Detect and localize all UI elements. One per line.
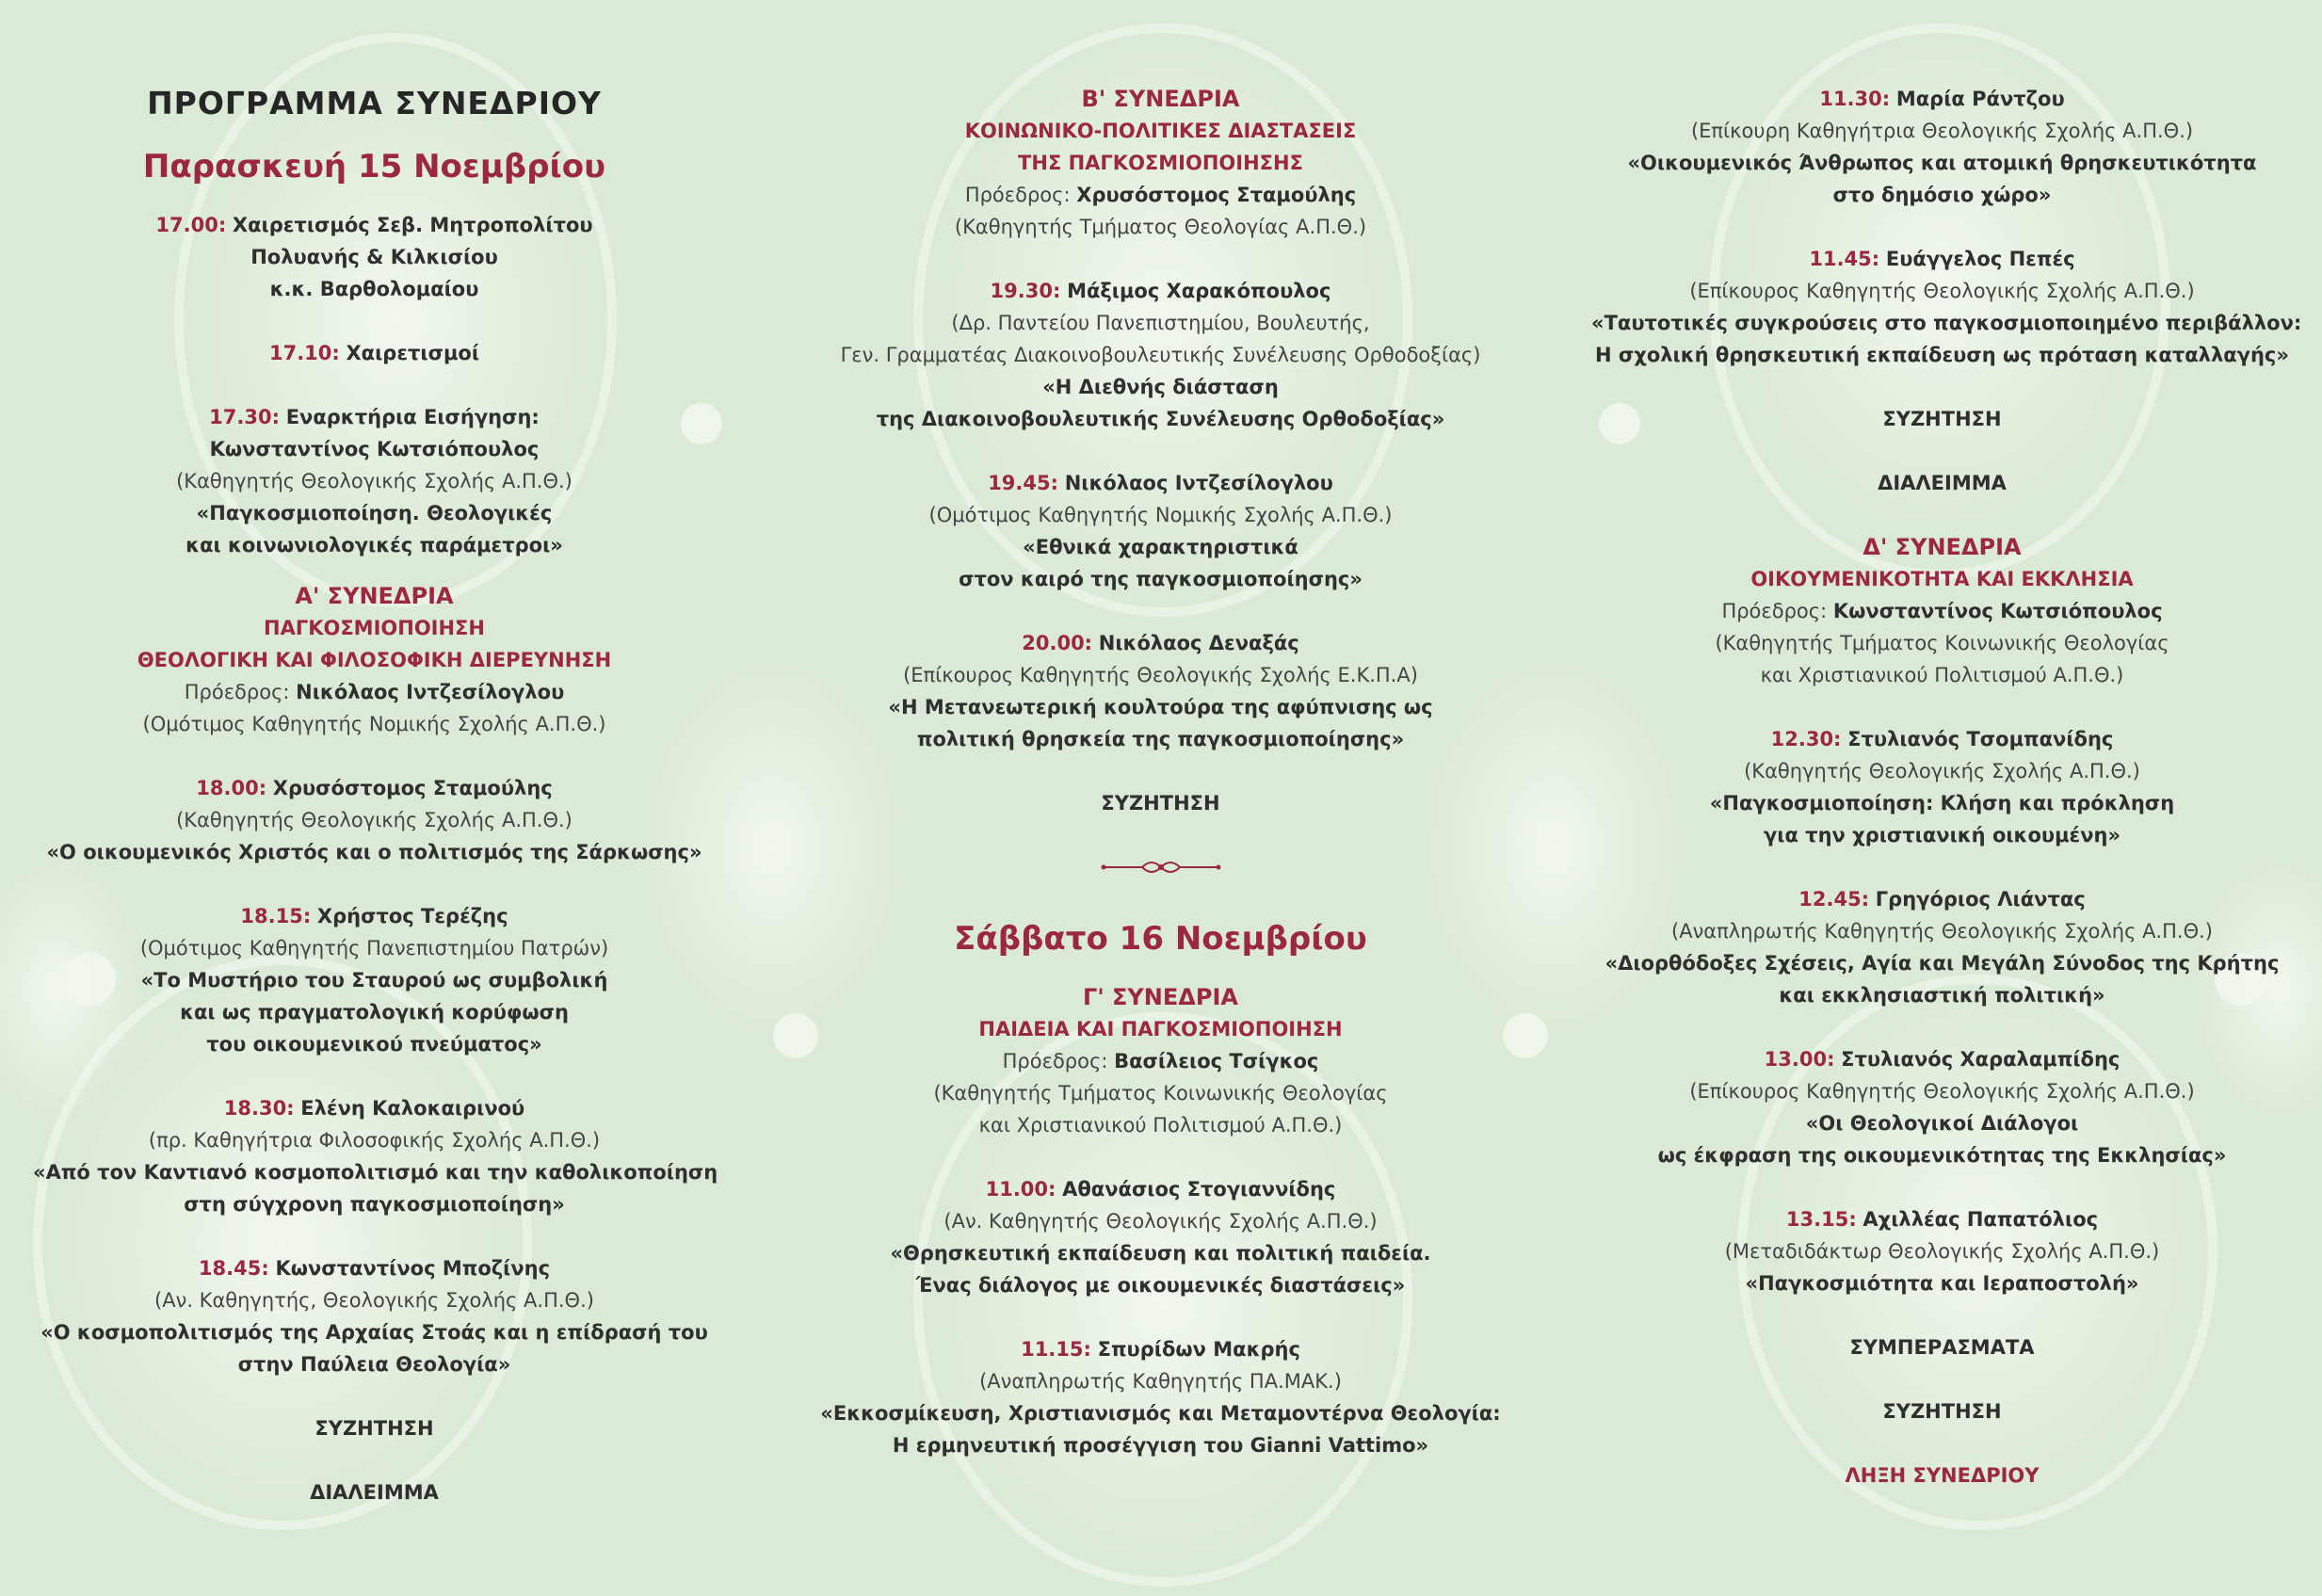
speaker-name: Κωνσταντίνος Κωτσιόπουλος [209, 438, 540, 460]
session-chair: Πρόεδρος: Κωνσταντίνος Κωτσιόπουλος [1721, 600, 2163, 622]
break-label: ΔΙΑΛΕΙΜΜΑ [310, 1481, 439, 1504]
schedule-item: 11.45: Ευάγγελος Πεπές [1809, 248, 2075, 270]
schedule-item: 13.00: Στυλιανός Χαραλαμπίδης [1764, 1048, 2120, 1071]
session-title: Γ' ΣΥΝΕΔΡΙΑ [1083, 984, 1238, 1010]
discussion-label: ΣΥΖΗΤΗΣΗ [1882, 1400, 2002, 1423]
discussion-label: ΣΥΖΗΤΗΣΗ [1882, 408, 2002, 430]
session-chair: Πρόεδρος: Νικόλαος Ιντζεσίλογλου [184, 681, 565, 703]
schedule-item: 18.00: Χρυσόστομος Σταμούλης [196, 777, 553, 799]
column-2: Β' ΣΥΝΕΔΡΙΑ ΚΟΙΝΩΝΙΚΟ-ΠΟΛΙΤΙΚΕΣ ΔΙΑΣΤΑΣΕΙΣ ΤΗΣ ΠΑΓΚΟΣΜΙΟΠΟΙΗΣΗΣ Πρόεδρος: Χρυσόστομος Σταμούλης (Καθηγητής Τμήματος Θεολογίας Α.Π.Θ.) 19.30: Μάξιμος Χαρακόπουλος (Δρ. Παντείου Πανεπιστημίου, Βουλευτής, Γεν. Γραμματέας Διακοινοβουλευτικής Συνέλευσης Ορθοδοξίας) «Η Διεθνής διάσταση της Διακοινοβουλευτικής Συνέλευσης Ορθοδοξίας» 19.45: Νικόλαος Ιντζεσίλογλου (Ομότιμος Καθηγητής Νομικής Σχολής Α.Π.Θ.) «Εθνικά χαρακτηριστικά στον καιρό της παγκοσμιοποίησης» 20.00: Νικόλαος Δεναξάς (Επίκουρος Καθηγητής Θεολογικής Σχολής Ε.Κ.Π.Α) «Η Μετανεωτερική κουλτούρα της αφύπνισης ως πολιτική θρησκεία της παγκοσμιοποίησης» ΣΥΖΗΤΗΣΗ Σάββατο 16 Νοεμβρίου Γ' ΣΥΝΕΔΡΙΑ ΠΑΙΔΕΙΑ ΚΑΙ ΠΑΓΚΟΣΜΙΟΠΟΙΗΣΗ Πρόεδρος: Βασίλειος Τσίγκος (Καθηγητής Τμήματος Κοινωνικής Θεολογίας και Χριστιανικού Πολιτισμού Α.Π.Θ.) 11.00: Αθανάσιος Στογιαννίδης (Αν. Καθηγητής Θεολογικής Σχολής Α.Π.Θ.) «Θρησκευτική εκπαίδευση και πολιτική παιδεία. Ένας διάλογος με οικουμενικές διαστάσεις» 11.15: Σπυρίδων Μακρής (Αναπληρωτής Καθηγητής ΠΑ.ΜΑΚ.) «Εκκοσμίκευση, Χριστιανισμός και Μεταμοντέρνα Θεολογία: Η ερμηνευτική προσέγγιση του Gianni Vattimo» [819, 0, 1502, 1461]
program-title: ΠΡΟΓΡΑΜΜΑ ΣΥΝΕΔΡΙΟΥ [147, 85, 602, 121]
discussion-label: ΣΥΖΗΤΗΣΗ [1101, 792, 1220, 814]
schedule-item: 17.30: Εναρκτήρια Εισήγηση: [209, 406, 540, 428]
schedule-item: 18.15: Χρήστος Τερέζης [240, 905, 508, 927]
session-chair: Πρόεδρος: Βασίλειος Τσίγκος [1002, 1050, 1319, 1072]
schedule-item: 12.45: Γρηγόριος Λιάντας [1798, 888, 2086, 911]
column-1: ΠΡΟΓΡΑΜΜΑ ΣΥΝΕΔΡΙΟΥ Παρασκευή 15 Νοεμβρίου 17.00: Χαιρετισμός Σεβ. Μητροπολίτου Πολυανής & Κιλκισίου κ.κ. Βαρθολομαίου 17.10: Χαιρετισμοί 17.30: Εναρκτήρια Εισήγηση: Κωνσταντίνος Κωτσιόπουλος (Καθηγητής Θεολογικής Σχολής Α.Π.Θ.) «Παγκοσμιοποίηση. Θεολογικές και κοινωνιολογικές παράμετροι» Α' ΣΥΝΕΔΡΙΑ ΠΑΓΚΟΣΜΙΟΠΟΙΗΣΗ ΘΕΟΛΟΓΙΚΗ ΚΑΙ ΦΙΛΟΣΟΦΙΚΗ ΔΙΕΡΕΥΝΗΣΗ Πρόεδρος: Νικόλαος Ιντζεσίλογλου (Ομότιμος Καθηγητής Νομικής Σχολής Α.Π.Θ.) 18.00: Χρυσόστομος Σταμούλης (Καθηγητής Θεολογικής Σχολής Α.Π.Θ.) «Ο οικουμενικός Χριστός και ο πολιτισμός της Σάρκωσης» 18.15: Χρήστος Τερέζης (Ομότιμος Καθηγητής Πανεπιστημίου Πατρών) «Το Μυστήριο του Σταυρού ως συμβολική και ως πραγματολογική κορύφωση του οικουμενικού πνεύματος» 18.30: Ελένη Καλοκαιρινού (πρ. Καθηγήτρια Φιλοσοφικής Σχολής Α.Π.Θ.) «Από τον Καντιανό κοσμοπολιτισμό και την καθολικοποίηση στη σύγχρονη παγκοσμιοποίηση» 18.45: Κωνσταντίνος Μποζίνης (Αν. Καθηγητής, Θεολογικής Σχολής Α.Π.Θ.) «Ο κοσμοπολιτισμός της Αρχαίας Στοάς και η επίδρασή του στην Παύλεια Θεολογία» ΣΥΖΗΤΗΣΗ ΔΙΑΛΕΙΜΜΑ [33, 0, 716, 1508]
conclusions-label: ΣΥΜΠΕΡΑΣΜΑΤΑ [1849, 1336, 2035, 1359]
schedule-item: 12.30: Στυλιανός Τσομπανίδης [1770, 728, 2114, 750]
divider-ornament-icon [819, 851, 1502, 883]
session-title: Δ' ΣΥΝΕΔΡΙΑ [1862, 534, 2022, 560]
schedule-item: 18.30: Ελένη Καλοκαιρινού [223, 1097, 525, 1120]
schedule-item: 17.00: Χαιρετισμός Σεβ. Μητροπολίτου [155, 214, 593, 236]
column-3: 11.30: Μαρία Ράντζου (Επίκουρη Καθηγήτρια Θεολογικής Σχολής Α.Π.Θ.) «Οικουμενικός Άνθρωπος και ατομική θρησκευτικότητα στο δημόσιο χώρο» 11.45: Ευάγγελος Πεπές (Επίκουρος Καθηγητής Θεολογικής Σχολής Α.Π.Θ.) «Ταυτοτικές συγκρούσεις στο παγκοσμιοποιημένο περιβάλλον: Η σχολική θρησκευτική εκπαίδευση ως πρόταση καταλλαγής» ΣΥΖΗΤΗΣΗ ΔΙΑΛΕΙΜΜΑ Δ' ΣΥΝΕΔΡΙΑ ΟΙΚΟΥΜΕΝΙΚΟΤΗΤΑ ΚΑΙ ΕΚΚΛΗΣΙΑ Πρόεδρος: Κωνσταντίνος Κωτσιόπουλος (Καθηγητής Τμήματος Κοινωνικής Θεολογίας και Χριστιανικού Πολιτισμού Α.Π.Θ.) 12.30: Στυλιανός Τσομπανίδης (Καθηγητής Θεολογικής Σχολής Α.Π.Θ.) «Παγκοσμιοποίηση: Κλήση και πρόκληση για την χριστιανική οικουμένη» 12.45: Γρηγόριος Λιάντας (Αναπληρωτής Καθηγητής Θεολογικής Σχολής Α.Π.Θ.) «Διορθόδοξες Σχέσεις, Αγία και Μεγάλη Σύνοδος της Κρήτης και εκκλησιαστική πολιτική» 13.00: Στυλιανός Χαραλαμπίδης (Επίκουρος Καθηγητής Θεολογικής Σχολής Α.Π.Θ.) «Οι Θεολογικοί Διάλογοι ως έκφραση της οικουμενικότητας της Εκκλησίας» 13.15: Αχιλλέας Παπατόλιος (Μεταδιδάκτωρ Θεολογικής Σχολής Α.Π.Θ.) «Παγκοσμιότητα και Ιεραποστολή» ΣΥΜΠΕΡΑΣΜΑΤΑ ΣΥΖΗΤΗΣΗ ΛΗΞΗ ΣΥΝΕΔΡΙΟΥ [1591, 0, 2293, 1491]
speaker-role: (Καθηγητής Θεολογικής Σχολής Α.Π.Θ.) [176, 470, 572, 492]
schedule-item: 11.15: Σπυρίδων Μακρής [1021, 1338, 1300, 1361]
session-title: Α' ΣΥΝΕΔΡΙΑ [295, 583, 454, 609]
day-saturday: Σάββατο 16 Νοεμβρίου [954, 920, 1367, 958]
closing-label: ΛΗΞΗ ΣΥΝΕΔΡΙΟΥ [1845, 1464, 2040, 1487]
schedule-item: 13.15: Αχιλλέας Παπατόλιος [1785, 1208, 2099, 1231]
session-subtitle: ΠΑΓΚΟΣΜΙΟΠΟΙΗΣΗ [264, 617, 485, 639]
session-chair: Πρόεδρος: Χρυσόστομος Σταμούλης [964, 184, 1357, 206]
schedule-item: 11.30: Μαρία Ράντζου [1819, 88, 2065, 110]
discussion-label: ΣΥΖΗΤΗΣΗ [314, 1417, 434, 1440]
schedule-item: 19.45: Νικόλαος Ιντζεσίλογλου [988, 472, 1333, 494]
break-label: ΔΙΑΛΕΙΜΜΑ [1878, 472, 2007, 494]
schedule-item: 11.00: Αθανάσιος Στογιαννίδης [985, 1178, 1336, 1201]
schedule-item: 19.30: Μάξιμος Χαρακόπουλος [990, 280, 1331, 302]
schedule-item: 18.45: Κωνσταντίνος Μποζίνης [198, 1257, 551, 1280]
day-friday: Παρασκευή 15 Νοεμβρίου [142, 148, 606, 185]
schedule-item: 20.00: Νικόλαος Δεναξάς [1022, 632, 1299, 654]
session-title: Β' ΣΥΝΕΔΡΙΑ [1081, 86, 1240, 112]
talk-title: «Παγκοσμιοποίηση. Θεολογικές [196, 502, 553, 524]
schedule-item: 17.10: Χαιρετισμοί [268, 342, 480, 364]
